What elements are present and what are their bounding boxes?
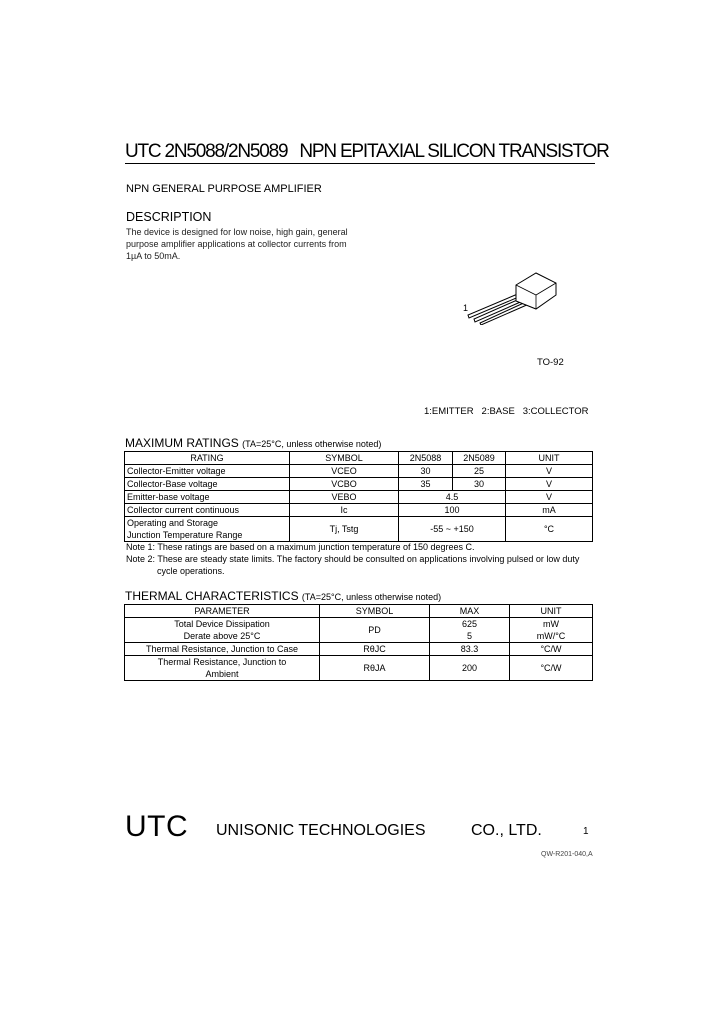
description-line: The device is designed for low noise, high gain, general: [126, 227, 348, 237]
max-cell: [430, 618, 510, 643]
table-row: [125, 643, 593, 656]
unit-cell: °C/W: [510, 643, 593, 656]
table-row: [125, 465, 593, 478]
parameter-line: Total Device Dissipation: [174, 619, 270, 629]
symbol-cell: Ic: [290, 504, 399, 517]
value-cell: 25: [453, 465, 506, 478]
column-header: PARAMETER: [125, 605, 320, 618]
symbol-cell: VEBO: [290, 491, 399, 504]
thermal-heading: [125, 589, 441, 603]
symbol-cell: VCBO: [290, 478, 399, 491]
footer-company-suffix: CO., LTD.: [471, 822, 542, 839]
unit-value: mW/°C: [536, 631, 566, 641]
column-header: UNIT: [506, 452, 593, 465]
pin-one-mark: 1: [463, 303, 469, 313]
table-row: [125, 517, 593, 542]
value-cell: 35: [399, 478, 453, 491]
symbol-cell: RθJC: [320, 643, 430, 656]
parameter-line: Thermal Resistance, Junction to: [157, 657, 287, 667]
unit-cell: °C: [506, 517, 593, 542]
column-header: RATING: [125, 452, 290, 465]
table-row: [125, 656, 593, 681]
footer-company: UNISONIC TECHNOLOGIES: [216, 822, 426, 839]
unit-cell: °C/W: [510, 656, 593, 681]
note-1: Note 1: These ratings are based on a maximum junction temperature of 150 degrees C.: [126, 542, 475, 552]
subtitle: NPN GENERAL PURPOSE AMPLIFIER: [126, 183, 322, 195]
description-line: 1µA to 50mA.: [126, 251, 181, 261]
table-row: [125, 491, 593, 504]
rating-line: Junction Temperature Range: [127, 530, 243, 540]
page-number: 1: [583, 826, 589, 837]
thermal-title: THERMAL CHARACTERISTICS: [125, 589, 299, 603]
unit-cell: V: [506, 491, 593, 504]
value-cell: 100: [399, 504, 506, 517]
footer-brand: UTC: [125, 810, 189, 843]
symbol-cell: PD: [320, 618, 430, 643]
max-ratings-condition: (TA=25°C, unless otherwise noted): [242, 439, 382, 449]
max-value: 625: [461, 619, 478, 629]
note-2: Note 2: These are steady state limits. The factory should be consulted on applications involving pulsed or low duty: [126, 554, 580, 564]
note-2-continued: cycle operations.: [157, 566, 225, 576]
rating-cell: Collector current continuous: [125, 504, 290, 517]
rating-cell: Emitter-base voltage: [125, 491, 290, 504]
unit-value: mW: [543, 619, 559, 629]
description-heading: DESCRIPTION: [126, 210, 212, 224]
title-rule: [125, 163, 595, 164]
column-header: SYMBOL: [320, 605, 430, 618]
value-cell: 30: [399, 465, 453, 478]
parameter-cell: [125, 618, 320, 643]
document-title: [125, 141, 609, 163]
thermal-condition: (TA=25°C, unless otherwise noted): [301, 592, 442, 602]
parameter-line: Ambient: [205, 669, 239, 679]
symbol-cell: VCEO: [290, 465, 399, 478]
max-ratings-heading: [125, 436, 381, 450]
rating-cell: Collector-Base voltage: [125, 478, 290, 491]
rating-cell: [125, 517, 290, 542]
symbol-cell: RθJA: [320, 656, 430, 681]
thermal-table: [124, 604, 593, 681]
value-cell: 30: [453, 478, 506, 491]
max-ratings-table: [124, 451, 593, 542]
table-row: [125, 478, 593, 491]
column-header: MAX: [430, 605, 510, 618]
parameter-cell: Thermal Resistance, Junction to Case: [125, 643, 320, 656]
title-type: NPN EPITAXIAL SILICON TRANSISTOR: [299, 141, 609, 162]
value-cell: 4.5: [399, 491, 506, 504]
title-brand: UTC: [125, 141, 161, 162]
max-cell: 200: [430, 656, 510, 681]
rating-cell: Collector-Emitter voltage: [125, 465, 290, 478]
column-header: SYMBOL: [290, 452, 399, 465]
column-header: 2N5088: [399, 452, 453, 465]
symbol-cell: Tj, Tstg: [290, 517, 399, 542]
max-ratings-title: MAXIMUM RATINGS: [125, 436, 239, 450]
document-code: QW-R201-040,A: [541, 851, 593, 858]
column-header: UNIT: [510, 605, 593, 618]
max-value: 5: [466, 631, 472, 641]
to92-package-image: [458, 265, 568, 325]
table-header-row: [125, 452, 593, 465]
value-cell: -55 ~ +150: [399, 517, 506, 542]
rating-line: Operating and Storage: [127, 518, 219, 528]
unit-cell: mA: [506, 504, 593, 517]
column-header: 2N5089: [453, 452, 506, 465]
unit-cell: V: [506, 478, 593, 491]
pin-assignment: 1:EMITTER 2:BASE 3:COLLECTOR: [424, 406, 589, 417]
table-row: [125, 618, 593, 643]
max-cell: 83.3: [430, 643, 510, 656]
title-part: 2N5088/2N5089: [164, 141, 288, 162]
table-row: [125, 504, 593, 517]
unit-cell: [510, 618, 593, 643]
unit-cell: V: [506, 465, 593, 478]
package-name: TO-92: [537, 357, 564, 368]
table-header-row: [125, 605, 593, 618]
description-line: purpose amplifier applications at collector currents from: [126, 239, 347, 249]
parameter-line: Derate above 25°C: [183, 631, 261, 641]
parameter-cell: [125, 656, 320, 681]
